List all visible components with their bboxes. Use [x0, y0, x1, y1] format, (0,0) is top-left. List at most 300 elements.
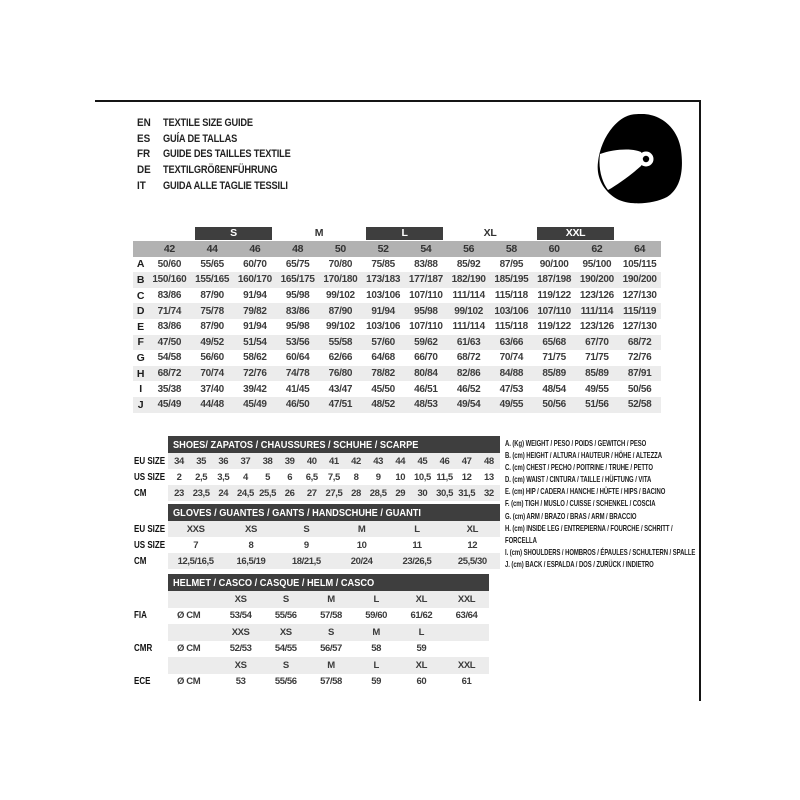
measure-cell: 47/53	[499, 383, 524, 395]
value-cell: 59	[416, 643, 427, 655]
measure-cell: 87/91	[618, 366, 661, 382]
measure-cell: 87/90	[200, 290, 224, 302]
measure-cell: 48/52	[362, 397, 405, 413]
measure-cell: 68/72	[148, 366, 191, 382]
measure-cell: 47/51	[319, 397, 362, 413]
size-group-label: XXL	[537, 227, 615, 240]
helmet-values-row-cmr	[134, 641, 489, 658]
value-cell: 23,5	[190, 485, 212, 501]
value-cell: 18/21,5	[279, 553, 334, 569]
language-list	[137, 114, 315, 192]
measure-cell: 50/60	[157, 258, 182, 270]
measure-cell: 68/72	[456, 352, 481, 364]
legend-item: A. (Kg) WEIGHT / PESO / POIDS / GEWITCH / PESO	[505, 438, 647, 448]
measure-cell: 44/48	[191, 397, 234, 413]
table-row	[134, 453, 500, 469]
helmet-size-cell: M	[308, 657, 353, 674]
value-cell: 7,5	[327, 471, 340, 483]
language-title: TEXTILE SIZE GUIDE	[163, 117, 253, 129]
size-group-s	[191, 226, 277, 241]
size-col-50: 50	[319, 241, 362, 257]
value-cell: 48	[478, 453, 500, 469]
measure-cell: 50/56	[533, 397, 576, 413]
standard-label: CMR	[134, 641, 168, 658]
measure-cell: 58/62	[243, 352, 267, 364]
legend-list	[505, 437, 705, 570]
spacer-cell	[168, 624, 218, 641]
measure-cell: 49/52	[191, 335, 234, 351]
measure-cell: 119/122	[537, 321, 571, 333]
value-cell: 29	[389, 485, 411, 501]
measure-cell: 80/84	[405, 366, 448, 382]
value-cell: 10	[395, 471, 406, 483]
table-row	[134, 553, 500, 569]
measure-cell: 70/74	[499, 352, 524, 364]
helmet-size-cell: S	[263, 657, 308, 674]
table-title-row	[134, 436, 500, 453]
spacer-cell	[134, 436, 168, 453]
measure-cell: 123/126	[579, 321, 614, 333]
measure-cell: 59/62	[405, 335, 448, 351]
row-label: US SIZE	[134, 469, 168, 485]
measure-cell: 70/74	[191, 366, 234, 382]
value-cell: 53	[235, 676, 246, 688]
helmet-size-cell: XXL	[444, 657, 489, 674]
measure-cell: 51/56	[576, 397, 619, 413]
helmet-size-cell: XL	[399, 591, 444, 608]
measure-cell: 182/190	[447, 272, 490, 288]
size-col-48: 48	[276, 241, 319, 257]
value-cell: 8	[353, 471, 359, 483]
value-cell: 5	[265, 471, 270, 483]
measure-cell: 111/114	[452, 290, 485, 302]
legend-item: F. (cm) TIGH / MUSLO / CUISSE / SCHENKEL / COSCIA	[505, 498, 656, 509]
measure-cell: 47/50	[148, 335, 191, 351]
value-cell: 38	[257, 453, 279, 469]
measure-cell: 63/66	[490, 335, 533, 351]
measure-row-j	[133, 397, 661, 413]
measure-cell: 45/49	[234, 397, 277, 413]
value-cell: M	[334, 521, 389, 537]
measure-cell: 50/56	[627, 383, 652, 395]
helmet-size-cell: XXS	[218, 624, 263, 641]
size-col-52: 52	[362, 241, 405, 257]
value-cell: 30	[411, 485, 433, 501]
size-col-56: 56	[447, 241, 490, 257]
measure-cell: 78/82	[362, 366, 405, 382]
measure-cell: 41/45	[285, 383, 310, 395]
value-cell: 4	[242, 471, 248, 483]
measure-cell: 85/89	[576, 366, 619, 382]
helmet-size-cell: M	[308, 591, 353, 608]
value-cell: 46	[434, 453, 456, 469]
size-group-label: L	[366, 227, 444, 240]
value-cell: 28	[345, 485, 367, 501]
row-letter: I	[139, 383, 142, 396]
diameter-unit: Ø CM	[177, 610, 201, 622]
measure-cell: 75/85	[371, 258, 395, 270]
measure-cell: 62/66	[328, 352, 353, 364]
measure-cell: 127/130	[622, 321, 657, 333]
value-cell: 24,5	[234, 485, 256, 501]
spacer-cell	[133, 226, 191, 241]
language-row-de	[137, 161, 315, 177]
language-title: GUIDA ALLE TAGLIE TESSILI	[163, 179, 288, 192]
value-cell: 43	[367, 453, 389, 469]
measure-cell: 99/102	[447, 303, 490, 319]
value-cell: 16,5/19	[223, 553, 278, 569]
gloves-table	[134, 504, 500, 569]
value-cell: 47	[456, 453, 478, 469]
measure-cell: 54/58	[157, 352, 182, 364]
spacer-cell	[134, 574, 168, 591]
value-cell: 59	[371, 676, 382, 688]
measure-cell: 107/110	[409, 321, 443, 333]
measure-cell: 70/80	[328, 258, 353, 270]
size-group-xxl	[533, 226, 619, 241]
measure-cell: 111/114	[452, 321, 485, 333]
measure-cell: 99/102	[325, 321, 355, 333]
measure-cell: 65/68	[533, 335, 576, 351]
language-code: FR	[137, 148, 151, 161]
value-cell: 60	[416, 676, 427, 688]
size-col-58: 58	[490, 241, 533, 257]
measure-cell: 84/88	[490, 366, 533, 382]
measure-cell: 65/75	[285, 258, 310, 270]
value-cell: 25,5	[257, 485, 279, 501]
value-cell: 2	[176, 471, 182, 483]
measure-cell: 46/52	[456, 383, 481, 395]
measure-cell: 67/70	[576, 335, 619, 351]
measure-cell: 177/187	[405, 272, 448, 288]
measure-cell: 160/170	[234, 272, 277, 288]
table-title: HELMET / CASCO / CASQUE / HELM / CASCO	[168, 574, 489, 591]
table-row	[134, 469, 500, 485]
legend-item: I. (cm) SHOULDERS / HOMBROS / ÉPAULES / SCHULTERN / SPALLE	[505, 546, 696, 557]
table-row	[134, 521, 500, 537]
measure-cell: 52/58	[618, 397, 661, 413]
measure-cell: 190/200	[576, 272, 619, 288]
measure-cell: 35/38	[157, 383, 182, 395]
language-row-it	[137, 177, 315, 193]
value-cell: 56/57	[320, 643, 342, 655]
value-cell: S	[279, 521, 334, 537]
measure-cell: 46/51	[414, 383, 438, 395]
value-cell: 8	[248, 539, 254, 551]
measure-cell: 37/40	[200, 383, 224, 395]
language-title: TEXTILGRÖßENFÜHRUNG	[163, 164, 278, 177]
value-cell: 42	[345, 453, 367, 469]
measure-row-b	[133, 272, 661, 288]
helmet-sizes-row	[134, 657, 489, 674]
value-cell: 34	[168, 453, 190, 469]
value-cell: 41	[323, 453, 345, 469]
spacer-cell	[618, 226, 661, 241]
size-group-label: S	[195, 227, 273, 240]
measure-cell: 165/175	[276, 272, 319, 288]
measure-cell: 95/98	[285, 321, 310, 333]
value-cell: 61	[461, 676, 472, 688]
value-cell: 31,5	[456, 485, 478, 501]
measure-cell: 49/55	[490, 397, 533, 413]
language-code: EN	[137, 117, 151, 129]
measure-cell: 46/50	[276, 397, 319, 413]
helmet-size-cell: XS	[218, 591, 263, 608]
size-col-44: 44	[191, 241, 234, 257]
measure-cell: 64/68	[371, 352, 395, 364]
row-letter: A	[136, 258, 145, 271]
value-cell: 23/26,5	[389, 553, 444, 569]
value-cell: 45	[411, 453, 433, 469]
size-col-64: 64	[618, 241, 661, 257]
value-cell: 61/62	[410, 610, 433, 622]
measure-cell: 115/118	[494, 290, 528, 302]
measure-cell: 72/76	[234, 366, 277, 382]
language-code: DE	[137, 164, 151, 177]
value-cell: 6,5	[305, 471, 318, 483]
shoes-table	[134, 436, 500, 501]
measure-cell: 83/86	[157, 321, 182, 333]
row-label: CM	[134, 485, 168, 501]
measure-cell: 111/114	[576, 303, 619, 319]
legend-item: E. (cm) HIP / CADERA / HANCHE / HÜFTE / HIPS / BACINO	[505, 486, 666, 497]
table-title-row	[134, 504, 500, 521]
measure-cell: 127/130	[622, 290, 657, 302]
measure-cell: 123/126	[579, 290, 614, 302]
measure-cell: 83/86	[157, 290, 182, 302]
top-rule	[95, 100, 701, 102]
size-col-62: 62	[576, 241, 619, 257]
measure-cell: 76/80	[319, 366, 362, 382]
size-group-l	[362, 226, 448, 241]
measure-cell: 71/74	[148, 303, 191, 319]
measure-cell: 74/78	[276, 366, 319, 382]
main-size-table	[133, 226, 661, 413]
measure-cell: 107/110	[533, 303, 576, 319]
value-cell: 54/55	[274, 643, 297, 655]
spacer-cell	[134, 657, 168, 674]
measure-cell: 87/90	[200, 321, 224, 333]
value-cell: XL	[445, 521, 500, 537]
racing-helmet-icon	[588, 112, 684, 204]
helmet-size-cell: L	[354, 657, 399, 674]
value-cell: 36	[212, 453, 234, 469]
size-group-label: XL	[483, 227, 497, 239]
measure-cell: 90/100	[539, 258, 569, 270]
row-label: US SIZE	[134, 537, 168, 553]
value-cell: 10,5	[413, 471, 431, 483]
value-cell: 32	[478, 485, 500, 501]
measure-cell: 150/160	[148, 272, 191, 288]
measure-cell: 48/54	[542, 383, 566, 395]
row-letter: J	[133, 397, 148, 413]
helmet-size-cell: XS	[263, 624, 308, 641]
value-cell: 9	[303, 539, 309, 551]
value-cell: 27,5	[323, 485, 345, 501]
measure-cell: 107/110	[409, 290, 443, 302]
helmet-sizes-row	[134, 591, 489, 608]
helmet-sizes-row	[134, 624, 489, 641]
row-letter: C	[136, 289, 145, 302]
helmet-size-cell	[444, 624, 489, 641]
language-row-fr	[137, 145, 315, 161]
row-label: EU SIZE	[134, 453, 168, 469]
table-row	[134, 485, 500, 501]
size-group-xl	[447, 226, 533, 241]
measure-cell: 87/95	[499, 258, 524, 270]
measure-cell: 119/122	[537, 290, 571, 302]
measure-cell: 87/90	[319, 303, 362, 319]
value-cell: 28,5	[367, 485, 389, 501]
measure-row-g	[133, 350, 661, 366]
measure-cell: 55/58	[319, 335, 362, 351]
spacer-cell	[134, 624, 168, 641]
measure-row-e	[133, 319, 661, 335]
value-cell: 11,5	[436, 471, 453, 483]
value-cell: 3,5	[217, 471, 230, 483]
measure-cell: 173/183	[362, 272, 405, 288]
row-letter: H	[133, 366, 148, 382]
helmet-values-row-ece	[134, 674, 489, 691]
measure-cell: 83/88	[414, 258, 438, 270]
row-label: CM	[134, 553, 168, 569]
measure-cell: 95/98	[285, 290, 310, 302]
value-cell: 2,5	[195, 471, 208, 483]
value-cell: 55/56	[274, 610, 297, 622]
value-cell: 37	[234, 453, 256, 469]
measure-cell: 155/165	[191, 272, 234, 288]
measure-cell: 91/94	[243, 321, 267, 333]
size-group-m	[276, 226, 362, 241]
legend-item: B. (cm) HEIGHT / ALTURA / HAUTEUR / HÖHE / ALTEZZA	[505, 450, 662, 461]
row-letter: E	[137, 320, 144, 333]
measure-row-f	[133, 335, 661, 351]
value-cell: 12,5/16,5	[168, 553, 223, 569]
measure-cell: 185/195	[490, 272, 533, 288]
value-cell: 30,5	[434, 485, 456, 501]
measure-cell: 187/198	[533, 272, 576, 288]
legend-items	[505, 437, 701, 570]
measure-cell: 60/64	[285, 352, 310, 364]
value-cell: L	[389, 521, 444, 537]
table-row	[134, 537, 500, 553]
legend-item: J. (cm) BACK / ESPALDA / DOS / ZURÜCK / INDIETRO	[505, 558, 654, 569]
legend-item: D. (cm) WAIST / CINTURA / TAILLE / HÜFTUNG / VITA	[505, 474, 652, 485]
measure-cell: 170/180	[319, 272, 362, 288]
language-row-es	[137, 130, 315, 146]
size-group-row	[133, 226, 661, 241]
measure-row-c	[133, 288, 661, 304]
language-code: IT	[137, 179, 146, 192]
table-title-row	[134, 574, 489, 591]
size-col-46: 46	[234, 241, 277, 257]
value-cell: 63/64	[455, 610, 478, 622]
measure-cell: 48/53	[405, 397, 448, 413]
legend-item: C. (cm) CHEST / PECHO / POITRINE / TRUHE / PETTO	[505, 462, 653, 473]
measure-row-d	[133, 303, 661, 319]
helmet-size-cell: XXL	[444, 591, 489, 608]
value-cell: 58	[371, 643, 382, 655]
value-cell: 6	[287, 471, 293, 483]
legend-item: G. (cm) ARM / BRAZO / BRAS / ARM / BRACCIO	[505, 510, 637, 521]
measure-cell: 190/200	[618, 272, 661, 288]
value-cell: 25,5/30	[445, 553, 500, 569]
helmet-size-cell: XS	[218, 657, 263, 674]
measure-row-h	[133, 366, 661, 382]
helmet-size-cell: S	[308, 624, 353, 641]
measure-cell: 103/106	[366, 290, 401, 302]
legend-item: H. (cm) INSIDE LEG / ENTREPIERNA / FOURCHE / SCHRITT / FORCELLA	[505, 522, 673, 545]
value-cell: 23	[168, 485, 190, 501]
value-cell: 39	[279, 453, 301, 469]
measure-cell: 115/119	[618, 303, 661, 319]
measure-cell: 103/106	[490, 303, 533, 319]
measure-cell: 83/86	[276, 303, 319, 319]
value-cell: 13	[483, 471, 494, 483]
size-group-label: M	[314, 227, 324, 239]
measure-cell: 99/102	[325, 290, 355, 302]
helmet-values-row-fia	[134, 608, 489, 625]
measure-cell: 79/82	[234, 303, 277, 319]
value-cell: 12	[461, 471, 472, 483]
value-cell: 57/58	[320, 676, 342, 688]
helmet-size-cell: S	[263, 591, 308, 608]
measure-cell: 49/54	[447, 397, 490, 413]
measure-cell: 95/100	[582, 258, 612, 270]
value-cell: 55/56	[274, 676, 297, 688]
spacer-cell	[134, 591, 168, 608]
value-cell: 26	[279, 485, 301, 501]
measure-cell: 105/115	[622, 258, 657, 270]
measure-cell: 91/94	[362, 303, 405, 319]
value-cell: 10	[356, 539, 367, 551]
row-letter: B	[133, 272, 148, 288]
measure-cell: 53/56	[276, 335, 319, 351]
measure-cell: 49/55	[585, 383, 609, 395]
measure-row-i	[133, 381, 661, 397]
corner-cell	[133, 241, 148, 257]
measure-cell: 66/70	[414, 352, 438, 364]
size-col-60: 60	[533, 241, 576, 257]
measure-cell: 68/72	[618, 335, 661, 351]
measure-cell: 55/65	[200, 258, 224, 270]
spacer-cell	[168, 591, 218, 608]
measure-cell: 45/49	[148, 397, 191, 413]
helmet-table	[134, 574, 489, 690]
measure-cell: 56/60	[200, 352, 224, 364]
size-number-row	[133, 241, 661, 257]
table-title: SHOES/ ZAPATOS / CHAUSSURES / SCHUHE / SCARPE	[168, 436, 500, 453]
standard-label: FIA	[134, 608, 168, 625]
row-letter: D	[133, 303, 148, 319]
measure-cell: 82/86	[447, 366, 490, 382]
measure-cell: 103/106	[366, 321, 401, 333]
measure-cell: 91/94	[243, 290, 267, 302]
value-cell: 40	[301, 453, 323, 469]
diameter-unit: Ø CM	[177, 643, 201, 655]
row-label: EU SIZE	[134, 521, 168, 537]
size-col-54: 54	[405, 241, 448, 257]
value-cell	[444, 641, 489, 658]
measure-cell: 71/75	[542, 352, 566, 364]
value-cell: 59/60	[365, 610, 388, 622]
value-cell: XXS	[168, 521, 223, 537]
helmet-size-cell: M	[354, 624, 399, 641]
size-col-42: 42	[148, 241, 191, 257]
measure-cell: 75/78	[191, 303, 234, 319]
spacer-cell	[134, 504, 168, 521]
measure-cell: 45/50	[371, 383, 395, 395]
